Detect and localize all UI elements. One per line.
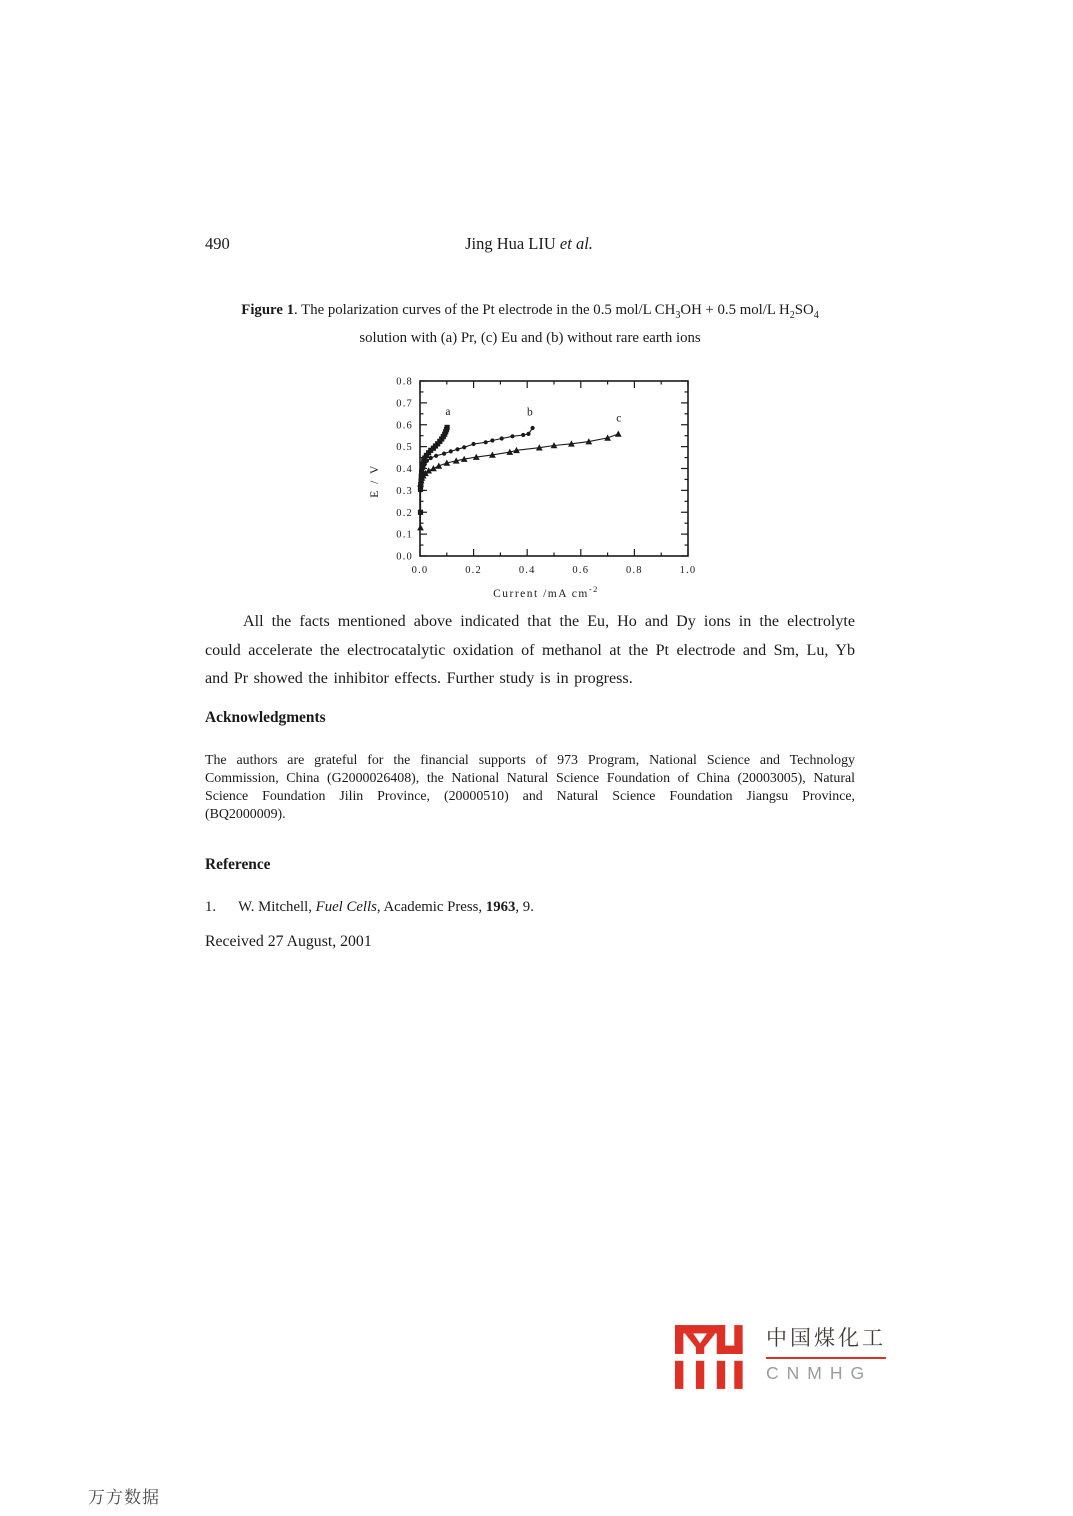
svg-text:Current /mA cm-2: Current /mA $cm^{-2}$ <box>493 584 599 600</box>
wanfang-watermark: 万方数据 <box>88 1488 160 1508</box>
publisher-logo <box>675 1322 886 1389</box>
svg-text:0.8: 0.8 <box>396 376 413 388</box>
body-paragraph: All the facts mentioned above indicated that the Eu, Ho and Dy ions in the electrolyte could accelerate the electrocatalytic oxidation of methanol at the Pt electrode and Sm, Lu, Yb and Pr showed the inhibitor effects. Further study is in progress. <box>205 613 855 688</box>
received-date: Received 27 August, 2001 <box>205 933 372 950</box>
svg-text:E / V: E / V <box>369 463 381 498</box>
publisher-logo-text <box>766 1322 886 1384</box>
publisher-logo-mark-icon <box>675 1325 751 1389</box>
polarization-chart <box>362 370 712 602</box>
svg-text:0.5: 0.5 <box>396 442 413 454</box>
svg-text:0.2: 0.2 <box>465 565 482 576</box>
figure-caption-line1: Figure 1. The polarization curves of the Pt electrode in the 0.5 mol/L $CH_3OH + 0.5$ mol/L $H_2SO_4$ <box>241 302 819 321</box>
running-head <box>205 234 853 254</box>
reference-item: 1. W. Mitchell, Fuel Cells, Academic Press, 1963, 9. <box>205 899 534 915</box>
svg-text:0.0: 0.0 <box>396 551 413 563</box>
running-head-authors: Jing Hua LIU <box>465 234 560 253</box>
svg-text:0.7: 0.7 <box>396 398 413 410</box>
acknowledgments-heading: Acknowledgments <box>205 709 326 726</box>
publisher-name-chinese: 中国煤化工 <box>766 1322 886 1359</box>
running-head-etal: et al. <box>559 234 593 253</box>
figure-caption <box>190 299 870 349</box>
svg-text:a: a <box>445 405 451 418</box>
svg-text:0.6: 0.6 <box>396 420 413 432</box>
svg-text:0.1: 0.1 <box>396 529 413 541</box>
svg-text:b: b <box>527 406 533 419</box>
page-header <box>205 234 853 258</box>
publisher-name-latin: CNMHG <box>766 1363 873 1383</box>
svg-text:0.4: 0.4 <box>396 464 413 476</box>
svg-text:0.6: 0.6 <box>572 565 590 576</box>
svg-text:0.8: 0.8 <box>626 565 643 576</box>
page-number: 490 <box>205 234 230 253</box>
reference-heading: Reference <box>205 856 271 873</box>
svg-text:0.2: 0.2 <box>396 507 413 519</box>
figure-caption-line2: solution with (a) Pr, (c) Eu and (b) without rare earth ions <box>359 329 701 346</box>
acknowledgments-text: The authors are grateful for the financial supports of 973 Program, National Science and Technology Commission, China (G2000026408), the National Natural Science Foundation of China (20003005), Natural Science Foundation Jilin Province, (20000510) and Natural Science Foundation Jiangsu Province, (BQ2000009). <box>205 753 855 822</box>
svg-text:0.0: 0.0 <box>411 565 429 576</box>
svg-text:0.4: 0.4 <box>518 565 536 576</box>
svg-text:0.3: 0.3 <box>396 485 413 497</box>
svg-text:1.0: 1.0 <box>679 565 697 576</box>
svg-text:c: c <box>616 412 622 425</box>
